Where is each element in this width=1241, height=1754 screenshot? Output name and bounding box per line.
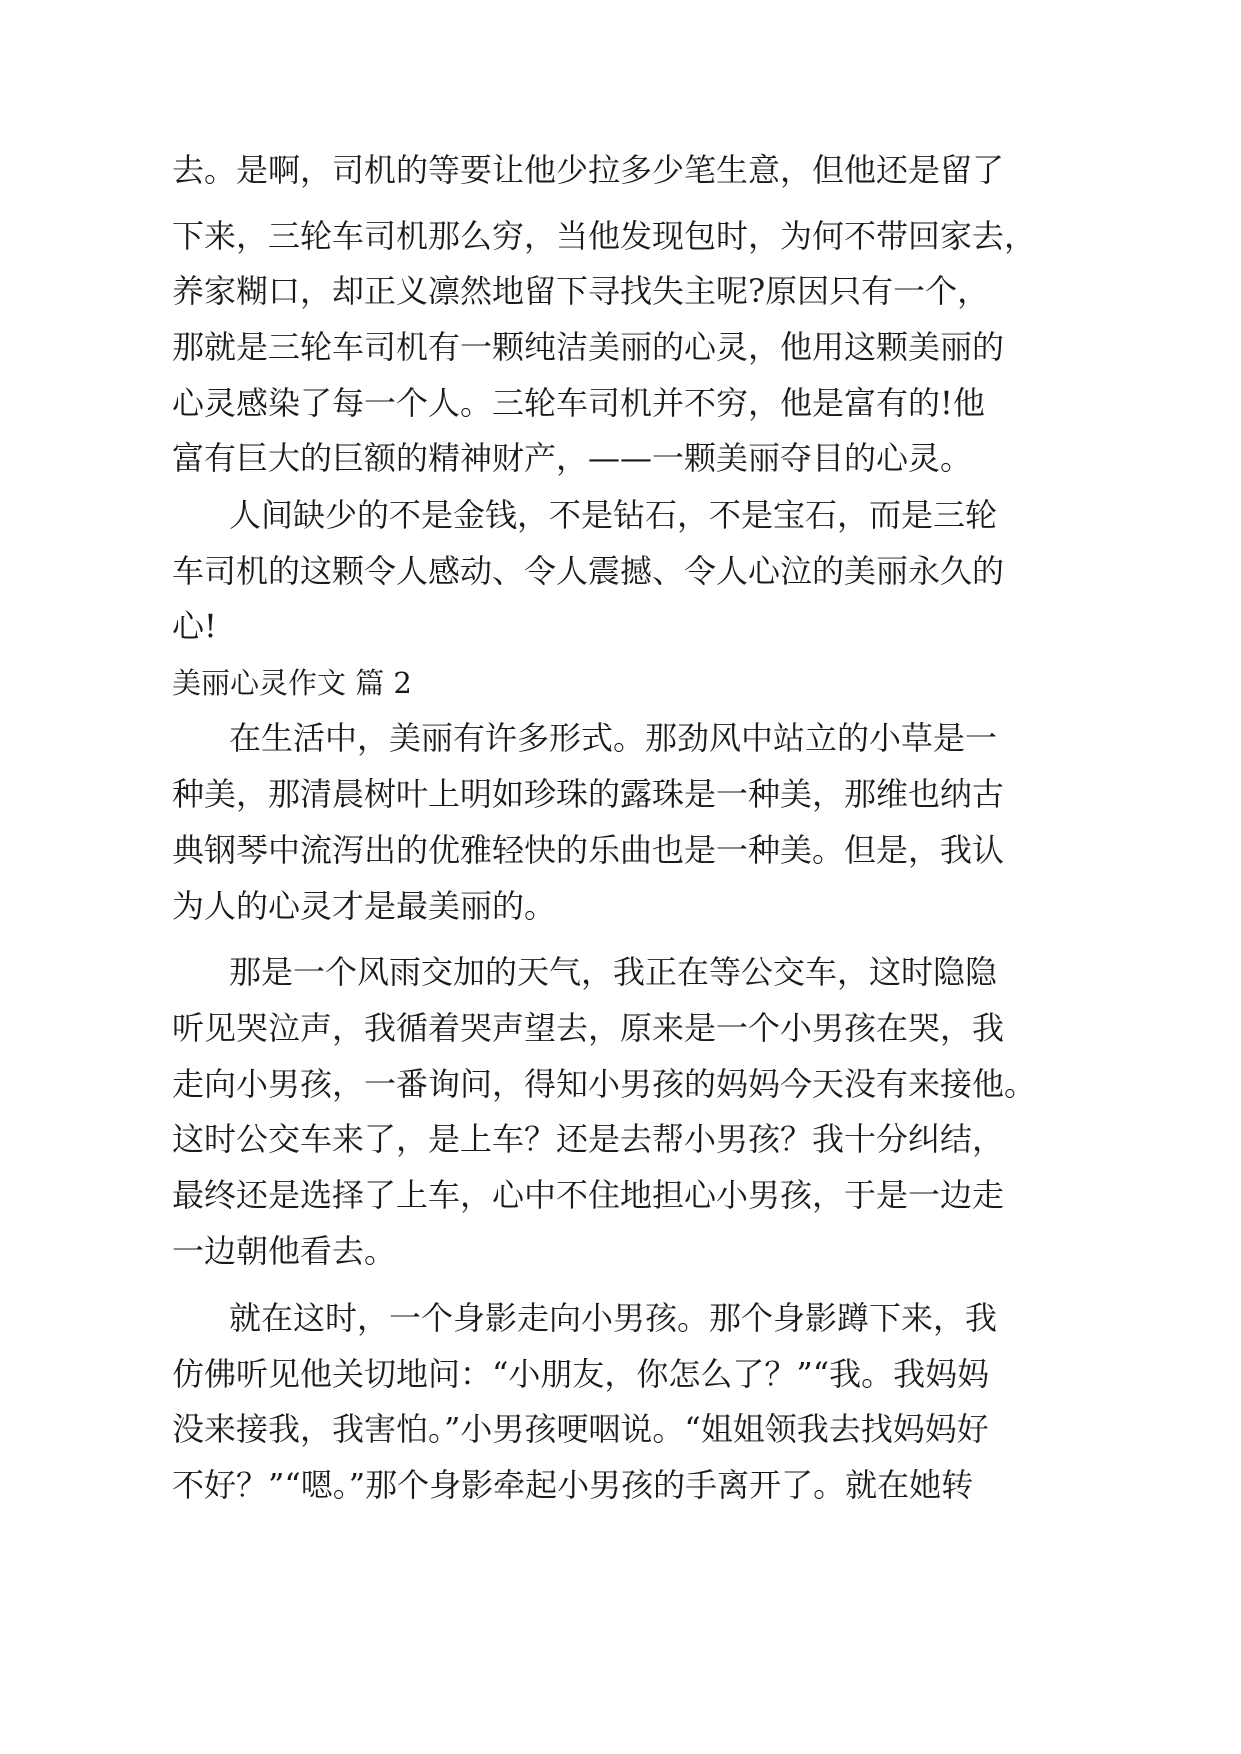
text-line: [0, 321, 1241, 373]
text-line: [0, 432, 1241, 484]
text-line-content: 人间缺少的不是金钱，不是钻石，不是宝石，而是三轮: [229, 496, 998, 534]
text-line: [0, 377, 1241, 429]
text-line: [0, 1403, 1241, 1455]
text-line-content: 一边朝他看去。: [172, 1232, 397, 1270]
text-line: [0, 1002, 1241, 1054]
text-line: [0, 1348, 1241, 1400]
text-line-content: 那就是三轮车司机有一颗纯洁美丽的心灵，他用这颗美丽的: [172, 328, 1005, 366]
text-line-content: 心灵感染了每一个人。三轮车司机并不穷，他是富有的!他: [172, 384, 985, 422]
section-heading: [0, 657, 1241, 709]
text-line-content: 心!: [172, 607, 217, 645]
text-line-content: 车司机的这颗令人感动、令人震撼、令人心泣的美丽永久的: [172, 552, 1005, 590]
text-line-content: 仿佛听见他关切地问：“小朋友，你怎么了？”“我。我妈妈: [172, 1355, 990, 1393]
text-line: [0, 824, 1241, 876]
text-line: [0, 210, 1241, 262]
text-line: [0, 1113, 1241, 1165]
text-line: [0, 545, 1241, 597]
text-line: [0, 880, 1241, 932]
text-line: [0, 768, 1241, 820]
text-line: [0, 144, 1241, 196]
paragraph-first-line: [0, 946, 1241, 998]
text-line-content: 典钢琴中流泻出的优雅轻快的乐曲也是一种美。但是，我认: [172, 831, 1005, 869]
text-line-content: 这时公交车来了，是上车？还是去帮小男孩？我十分纠结，: [172, 1120, 1005, 1158]
text-line: [0, 1169, 1241, 1221]
text-line-content: 听见哭泣声，我循着哭声望去，原来是一个小男孩在哭，我: [172, 1009, 1005, 1047]
text-line-content: 就在这时，一个身影走向小男孩。那个身影蹲下来，我: [229, 1299, 998, 1337]
text-line-content: 不好？”“嗯。”那个身影牵起小男孩的手离开了。就在她转: [172, 1466, 974, 1504]
text-line-content: 最终还是选择了上车，心中不住地担心小男孩，于是一边走: [172, 1176, 1005, 1214]
section-heading-text: 美丽心灵作文 篇 2: [172, 666, 412, 700]
text-line: [0, 265, 1241, 317]
text-line: [0, 1459, 1241, 1511]
text-line-content: 富有巨大的巨额的精神财产，——一颗美丽夺目的心灵。: [172, 439, 973, 477]
text-line-content: 那是一个风雨交加的天气，我正在等公交车，这时隐隐: [229, 953, 998, 991]
text-line-content: 种美，那清晨树叶上明如珍珠的露珠是一种美，那维也纳古: [172, 775, 1005, 813]
paragraph-first-line: [0, 489, 1241, 541]
text-line-content: 在生活中，美丽有许多形式。那劲风中站立的小草是一: [229, 719, 998, 757]
text-line-content: 为人的心灵才是最美丽的。: [172, 887, 557, 925]
text-line: [0, 600, 1241, 652]
text-line-content: 没来接我，我害怕。”小男孩哽咽说。“姐姐领我去找妈妈好: [172, 1410, 989, 1448]
paragraph-first-line: [0, 1292, 1241, 1344]
text-line-content: 养家糊口，却正义凛然地留下寻找失主呢?原因只有一个，: [172, 272, 990, 310]
text-line: [0, 1058, 1241, 1110]
text-line-content: 下来，三轮车司机那么穷，当他发现包时，为何不带回家去，: [172, 217, 1037, 255]
text-line: [0, 1225, 1241, 1277]
text-line-content: 去。是啊，司机的等要让他少拉多少笔生意，但他还是留了: [172, 151, 1005, 189]
paragraph-first-line: [0, 712, 1241, 764]
text-line-content: 走向小男孩，一番询问，得知小男孩的妈妈今天没有来接他。: [172, 1065, 1037, 1103]
